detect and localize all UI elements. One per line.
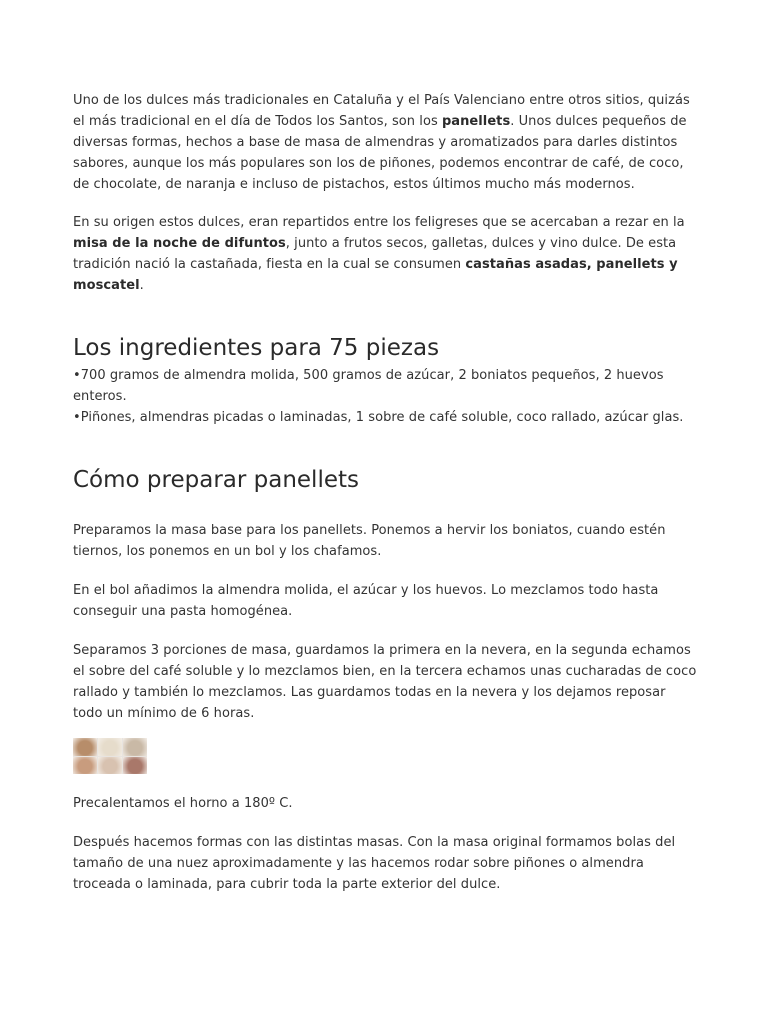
origin-text-3: . [139,278,144,293]
collage-photo-5 [98,757,122,775]
step-paragraph: Precalentamos el horno a 180º C. [73,796,293,811]
origin-text-2: , junto a frutos secos, galletas, dulces y vino dulce. De esta tradición nació la castañada, fiesta en la cual se consumen [73,236,677,272]
collage-photo-4 [73,757,97,775]
origin-bold-misa: misa de la noche de difuntos [73,236,286,251]
ingredients-heading: Los ingredientes para 75 piezas [73,335,440,361]
origin-text-1: En su origen estos dulces, eran repartidos entre los feligreses que se acercaban a rezar en la [73,215,685,230]
step-paragraph: Después hacemos formas con las distintas masas. Con la masa original formamos bolas del tamaño de una nuez aproximadamente y las hacemos rodar sobre piñones o almendra troceada o laminada, para cubrir toda la parte exterior del dulce. [73,835,676,892]
intro-text-2: . Unos dulces pequeños de diversas formas, hechos a base de masa de almendras y aromatizados para darles distintos sabores, aunque los más populares son los de piñones, podemos encontrar de café, de coco, de chocolate, de naranja e incluso de pistachos, estos últimos mucho más modernos. [73,114,687,192]
ingredient-item: •700 gramos de almendra molida, 500 gramos de azúcar, 2 boniatos pequeños, 2 huevos enteros. [73,368,664,404]
step-paragraph: En el bol añadimos la almendra molida, el azúcar y los huevos. Lo mezclamos todo hasta conseguir una pasta homogénea. [73,583,659,619]
collage-photo-6 [123,757,147,775]
step-paragraph: Separamos 3 porciones de masa, guardamos la primera en la nevera, en la segunda echamos el sobre del café soluble y lo mezclamos bien, en la tercera echamos unas cucharadas de coco rallado y también lo mezclamos. Las guardamos todas en la nevera y los dejamos reposar todo un mínimo de 6 horas. [73,643,697,721]
recipe-photo-collage[interactable] [73,738,147,774]
preparation-heading: Cómo preparar panellets [73,467,359,493]
ingredients-list [73,365,698,428]
origin-bold-castanas: castañas asadas, panellets y moscatel [73,257,678,293]
collage-photo-1 [73,738,97,756]
intro-bold-panellets: panellets [441,114,511,129]
origin-paragraph [73,212,698,296]
intro-paragraph [73,90,698,195]
collage-photo-2 [98,738,122,756]
article [73,90,698,895]
intro-text-1: Uno de los dulces más tradicionales en Cataluña y el País Valenciano entre otros sitios, quizás el más tradicional en el día de Todos los Santos, son los [73,93,690,129]
ingredient-item: •Piñones, almendras picadas o laminadas, 1 sobre de café soluble, coco rallado, azúcar glas. [73,410,684,425]
collage-photo-3 [123,738,147,756]
step-paragraph: Preparamos la masa base para los panellets. Ponemos a hervir los boniatos, cuando estén tiernos, los ponemos en un bol y los chafamos. [73,523,666,559]
